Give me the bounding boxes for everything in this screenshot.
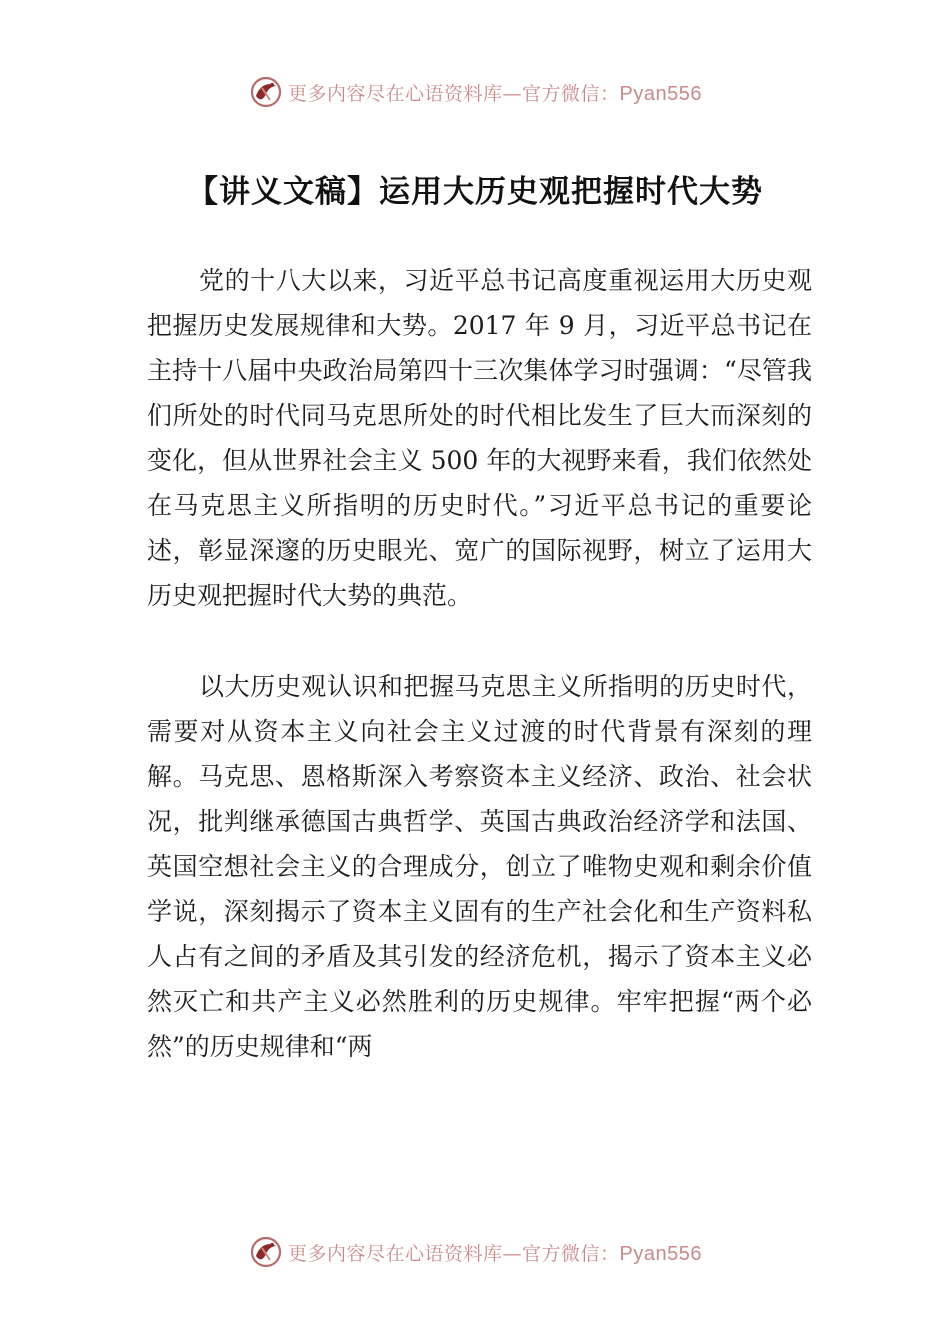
footer-wechat-id: Pyan556 xyxy=(619,1242,702,1265)
footer-brand-text: 更多内容尽在心语资料库—官方微信：Pyan556 xyxy=(288,1242,702,1265)
dragon-seal-logo-icon xyxy=(248,1234,284,1270)
document-title: 【讲义文稿】运用大历史观把握时代大势 xyxy=(187,174,763,210)
paragraph-2: 以大历史观认识和把握马克思主义所指明的历史时代，需要对从资本主义向社会主义过渡的时代背景有深刻的理解。马克思、恩格斯深入考察资本主义经济、政治、社会状况，批判继承德国古典哲学、英国古典政治经济学和法国、英国空想社会主义的合理成分，创立了唯物史观和剩余价值学说，深刻揭示了资本主义固有的生产社会化和生产资料私人占有之间的矛盾及其引发的经济危机，揭示了资本主义必然灭亡和共产主义必然胜利的历史规律。牢牢把握“两个必然”的历史规律和“两 xyxy=(147,672,812,1061)
footer-watermark-banner xyxy=(0,1232,950,1272)
header-wechat-id: Pyan556 xyxy=(619,82,702,105)
paragraph-1: 党的十八大以来，习近平总书记高度重视运用大历史观把握历史发展规律和大势。2017 年 9 月，习近平总书记在主持十八届中央政治局第四十三次集体学习时强调：“尽管我们所处的时代同马克思所处的时代相比发生了巨大而深刻的变化，但从世界社会主义 500 年的大视野来看，我们依然处在马克思主义所指明的历史时代。”习近平总书记的重要论述，彰显深邃的历史眼光、宽广的国际视野，树立了运用大历史观把握时代大势的典范。 xyxy=(147,266,812,610)
header-watermark-banner xyxy=(0,72,950,112)
document-body xyxy=(147,258,812,1069)
dragon-seal-logo-icon xyxy=(248,74,284,110)
header-brand-text: 更多内容尽在心语资料库—官方微信：Pyan556 xyxy=(288,82,702,105)
